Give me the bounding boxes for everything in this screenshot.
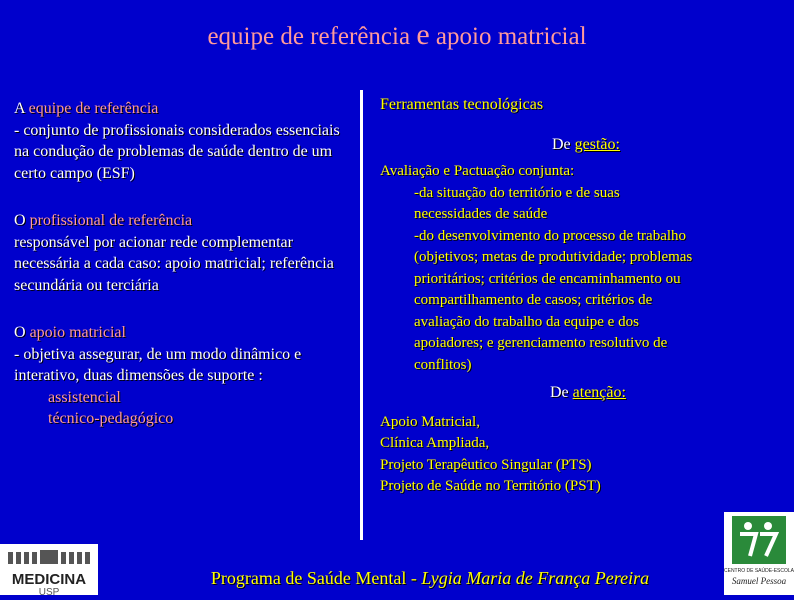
gestao-line: apoiadores; e gerenciamento resolutivo de — [414, 335, 668, 351]
logo-usp-text: USP — [38, 587, 60, 595]
title-part1: equipe de referência — [207, 23, 417, 50]
gestao-title: Avaliação e Pactuação conjunta: — [380, 163, 575, 179]
building-icon — [0, 544, 98, 595]
logo-medicina-text: MEDICINA — [11, 571, 87, 588]
gestao-heading — [380, 134, 780, 156]
gestao-line: (objetivos; metas de produtividade; problemas — [414, 249, 693, 265]
gestao-line: avaliação do trabalho da equipe e dos — [414, 313, 639, 330]
gestao-pre: De — [552, 135, 575, 153]
gestao-lines — [380, 183, 780, 377]
logo-centro-text: CENTRO DE SAÚDE-ESCOLA — [724, 568, 794, 574]
p3-text: - objetiva assegurar, de um modo dinâmico e interativo, duas dimensões de suporte : — [14, 345, 302, 384]
p3-item-tecnico: técnico-pedagógico — [48, 410, 174, 427]
right-column — [380, 94, 780, 498]
title-part2: e — [416, 18, 430, 51]
atencao-item: Clínica Ampliada, — [380, 435, 490, 451]
centro-saude-escola-logo — [724, 512, 794, 595]
left-column — [14, 98, 354, 456]
atencao-item: Projeto Terapêutico Singular (PTS) — [380, 456, 592, 473]
footer-author: Lygia Maria de França Pereira — [421, 568, 650, 588]
p2-label: profissional de referência — [29, 212, 193, 229]
tools-heading: Ferramentas tecnológicas — [380, 96, 544, 113]
p1-pre: A — [14, 100, 29, 117]
logo-samuel-text: Samuel Pessoa — [731, 576, 787, 586]
p3-item-assistencial: assistencial — [48, 388, 121, 406]
p1-text: - conjunto de profissionais considerados essenciais na condução de problemas de saúde dentro de um certo campo (ESF) — [14, 121, 340, 182]
p3-pre: O — [14, 324, 30, 341]
gestao-line: -do desenvolvimento do processo de trabalho — [414, 227, 687, 244]
atencao-heading — [380, 382, 780, 404]
footer-program: Programa de Saúde Mental - — [210, 568, 422, 588]
paragraph-apoio — [14, 322, 354, 430]
p2-text: responsável por acionar rede complementar necessária a cada caso: apoio matricial; referência secundária ou terciária — [14, 233, 334, 294]
column-divider — [360, 90, 363, 540]
p3-label: apoio matricial — [29, 324, 126, 341]
gestao-label: gestão: — [574, 135, 620, 153]
title-part3: apoio matricial — [429, 23, 587, 50]
atencao-pre: De — [550, 384, 573, 401]
atencao-item: Projeto de Saúde no Território (PST) — [380, 478, 601, 494]
gestao-line: conflitos) — [414, 356, 472, 373]
footer-credit — [160, 568, 700, 589]
gestao-line: prioritários; critérios de encaminhamento ou — [414, 270, 681, 287]
atencao-items — [380, 412, 780, 498]
atencao-label: atenção: — [572, 384, 626, 401]
gestao-line: -da situação do território e de suas — [414, 184, 620, 201]
gestao-line: compartilhamento de casos; critérios de — [414, 292, 653, 308]
page-title — [0, 18, 794, 52]
figures-icon — [724, 512, 794, 595]
paragraph-equipe — [14, 98, 354, 184]
gestao-line: necessidades de saúde — [414, 206, 548, 222]
medicina-usp-logo — [0, 544, 98, 595]
p2-pre: O — [14, 212, 30, 229]
p1-label: equipe de referência — [28, 100, 159, 117]
paragraph-profissional — [14, 210, 354, 296]
atencao-item: Apoio Matricial, — [380, 413, 480, 430]
